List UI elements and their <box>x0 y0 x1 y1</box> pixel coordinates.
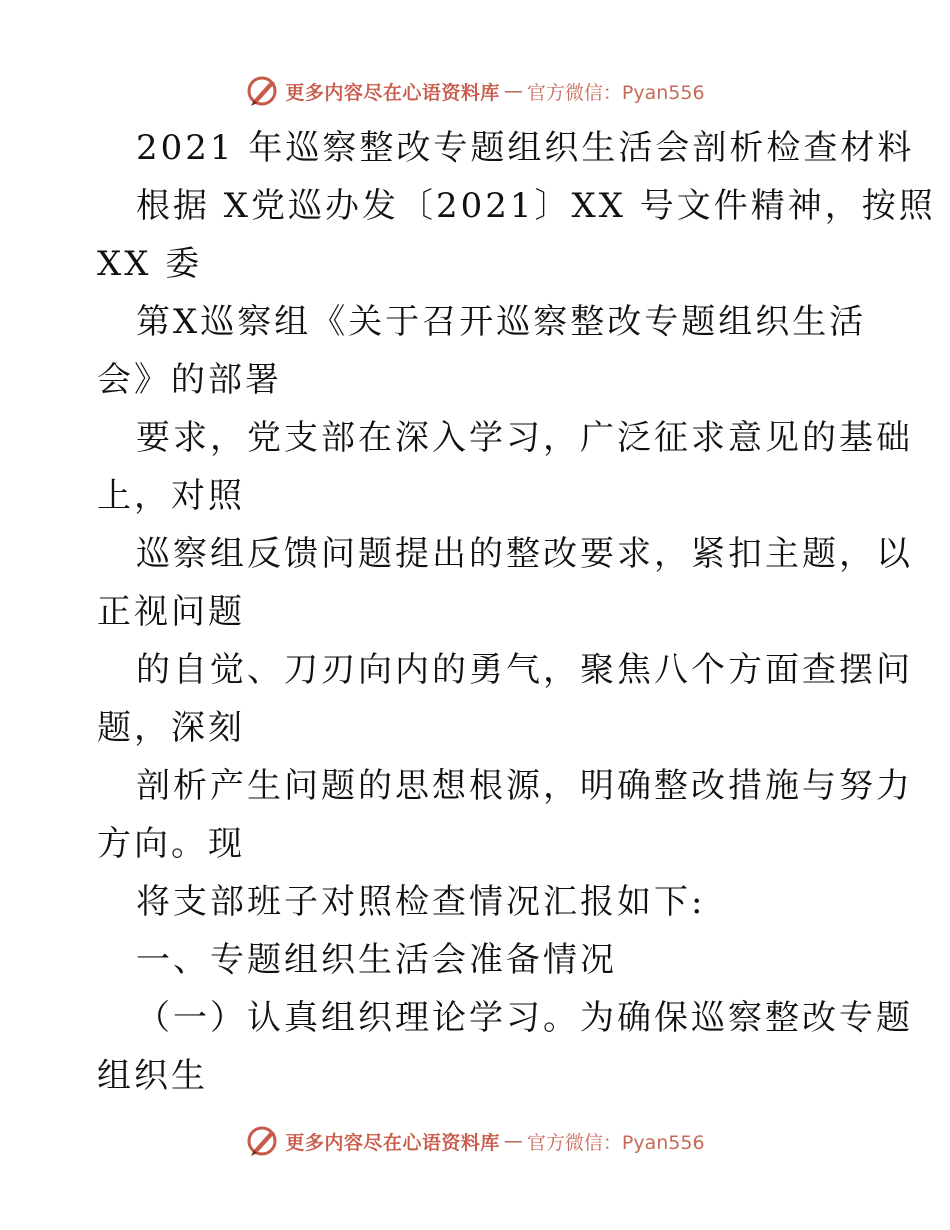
paragraph-line: 正视问题 <box>97 592 245 632</box>
paragraph-line: 题，深刻 <box>97 708 245 748</box>
paragraph-line: 上，对照 <box>97 476 245 516</box>
paragraph-line: 方向。现 <box>97 824 245 864</box>
paragraph-line: 第X巡察组《关于召开巡察整改专题组织生活 <box>136 302 867 342</box>
paragraph-line: 根据 X党巡办发〔2021〕XX 号文件精神，按照 <box>136 186 936 226</box>
paragraph-line: 要求，党支部在深入学习，广泛征求意见的基础 <box>136 418 913 458</box>
paragraph-line: 剖析产生问题的思想根源，明确整改措施与努力 <box>136 766 913 806</box>
watermark-brand-text: 更多内容尽在心语资料库 <box>285 1131 500 1154</box>
header-watermark <box>0 71 950 111</box>
watermark-dash: — <box>503 1130 523 1152</box>
subsection-line: （一）认真组织理论学习。为确保巡察整改专题 <box>136 998 913 1038</box>
watermark-brand-text: 更多内容尽在心语资料库 <box>285 81 500 104</box>
paragraph-line: 会》的部署 <box>97 360 282 400</box>
document-title: 2021 年巡察整改专题组织生活会剖析检查材料 <box>136 128 915 168</box>
quill-pen-logo-icon <box>245 73 281 109</box>
paragraph-line: 将支部班子对照检查情况汇报如下: <box>136 882 706 922</box>
watermark-contact-text: 官方微信：Pyan556 <box>526 81 705 104</box>
quill-pen-logo-icon <box>245 1123 281 1159</box>
section-heading: 一、专题组织生活会准备情况 <box>136 940 617 980</box>
watermark-contact-text: 官方微信：Pyan556 <box>526 1131 705 1154</box>
footer-watermark <box>0 1121 950 1161</box>
paragraph-line: 的自觉、刀刃向内的勇气，聚焦八个方面查摆问 <box>136 650 913 690</box>
watermark-dash: — <box>503 80 523 102</box>
paragraph-line: 组织生 <box>97 1056 208 1096</box>
paragraph-line: 巡察组反馈问题提出的整改要求，紧扣主题，以 <box>136 534 913 574</box>
paragraph-line: XX 委 <box>97 244 203 284</box>
